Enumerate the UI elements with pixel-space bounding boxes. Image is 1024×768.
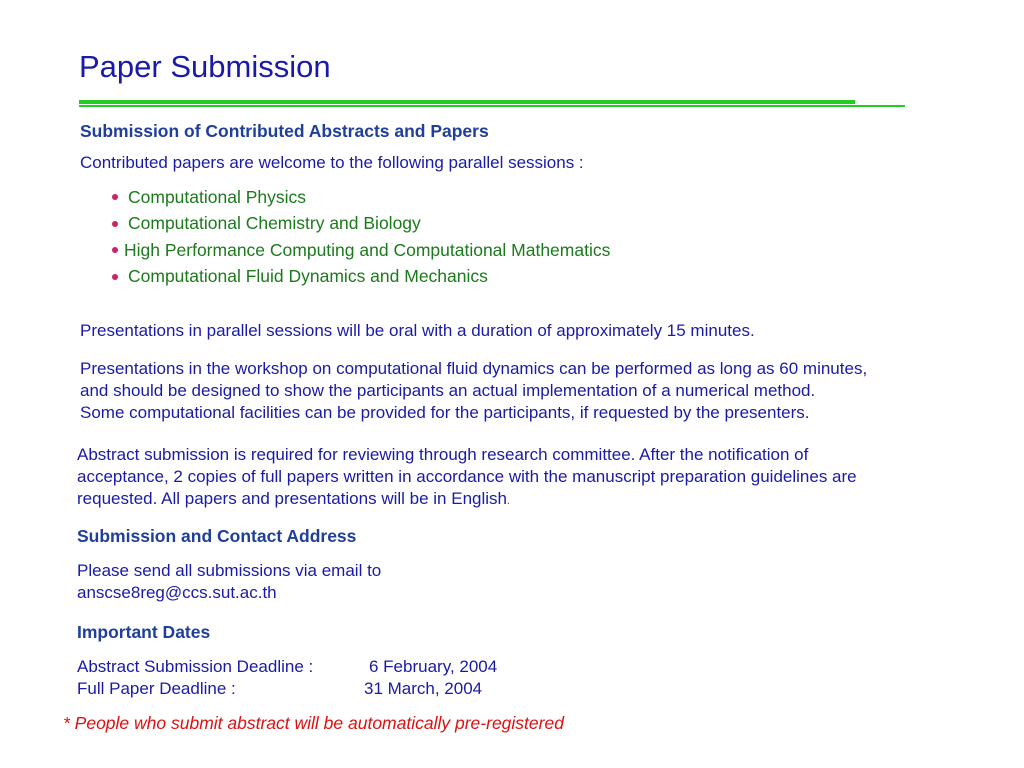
date-row-fullpaper bbox=[77, 678, 537, 700]
workshop-line: Some computational facilities can be provided for the participants, if requested by the presenters. bbox=[80, 403, 810, 422]
title-divider-thick bbox=[79, 100, 855, 104]
contact-email: anscse8reg@ccs.sut.ac.th bbox=[77, 583, 277, 602]
requirement-line: Abstract submission is required for reviewing through research committee. After the notification of bbox=[77, 445, 809, 464]
requirement-period: . bbox=[507, 496, 510, 507]
session-label: High Performance Computing and Computational Mathematics bbox=[124, 239, 611, 260]
parallel-sessions-text: Presentations in parallel sessions will be oral with a duration of approximately 15 minutes. bbox=[80, 321, 755, 340]
date-value: 31 March, 2004 bbox=[364, 679, 483, 698]
bullet-icon bbox=[112, 194, 118, 200]
session-list bbox=[112, 184, 610, 290]
sessions-intro: Contributed papers are welcome to the following parallel sessions : bbox=[80, 153, 584, 172]
requirement-line: acceptance, 2 copies of full papers written in accordance with the manuscript preparation guidelines are bbox=[77, 467, 857, 486]
list-item bbox=[112, 237, 610, 264]
page-title: Paper Submission bbox=[79, 49, 331, 84]
bullet-icon bbox=[112, 247, 118, 253]
requirement-line bbox=[77, 488, 857, 513]
date-label: Abstract Submission Deadline : bbox=[77, 657, 314, 676]
session-label: Computational Physics bbox=[128, 186, 306, 207]
list-item bbox=[112, 264, 610, 291]
date-value: 6 February, 2004 bbox=[369, 657, 498, 676]
contact-instruction: Please send all submissions via email to bbox=[77, 561, 382, 580]
list-item bbox=[112, 211, 610, 238]
date-row-abstract bbox=[77, 656, 537, 678]
workshop-line: and should be designed to show the participants an actual implementation of a numerical method. bbox=[80, 381, 816, 400]
session-label: Computational Chemistry and Biology bbox=[128, 213, 421, 234]
requirement-line-text: requested. All papers and presentations will be in English bbox=[77, 489, 507, 508]
dates-heading: Important Dates bbox=[77, 622, 211, 642]
contact-paragraph bbox=[77, 560, 381, 604]
title-divider-thin bbox=[79, 105, 905, 107]
abstracts-heading: Submission of Contributed Abstracts and Papers bbox=[80, 121, 489, 141]
bullet-icon bbox=[112, 274, 118, 280]
workshop-paragraph bbox=[80, 358, 867, 424]
contact-heading: Submission and Contact Address bbox=[77, 526, 357, 546]
session-label: Computational Fluid Dynamics and Mechanics bbox=[128, 266, 488, 287]
bullet-icon bbox=[112, 221, 118, 227]
list-item bbox=[112, 184, 610, 211]
date-label: Full Paper Deadline : bbox=[77, 679, 236, 698]
workshop-line: Presentations in the workshop on computational fluid dynamics can be performed as long as 60 minutes, bbox=[80, 359, 868, 378]
pre-registration-note: * People who submit abstract will be automatically pre-registered bbox=[63, 713, 564, 733]
abstract-requirement-paragraph bbox=[77, 444, 857, 513]
